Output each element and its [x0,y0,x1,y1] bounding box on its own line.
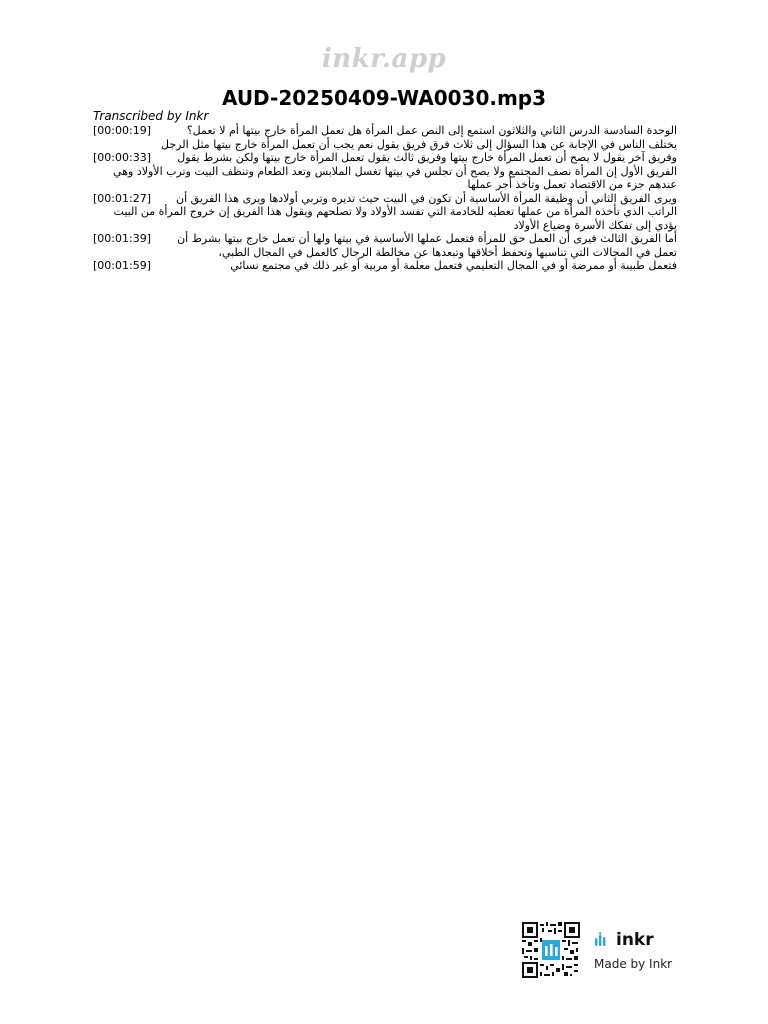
timestamp: [00:00:33] [93,151,151,164]
brand-name: inkr [616,930,654,950]
segment-text: ويرى الفريق الثاني أن وظيفة المرأة الأساسية أن تكون في البيت حيث تديره وتربي أولادها ويرى هذا الفريق أن الراتب الذي تأخذه المرأة من عملها تعطيه للخادمة التي تفسد الأولاد ولا تصلحهم ويقول هذا الفريق إن خروج المرأة من البيت يؤدي إلى تفكك الأسرة وضياع الأولاد [113,191,677,232]
segment-text: الوحدة السادسة الدرس الثاني والثلاثون استمع إلى النص عمل المرأة هل تعمل المرأة خارج بيتها أم لا تعمل؟ يختلف الناس في الإجابة عن هذا السؤال إلى ثلاث فرق فريق يقول نعم يجب أن تعمل المرأة خارج بيتها مثل الرجل [161,124,677,151]
segment-text: فتعمل طبيبة أو ممرضة أو في المجال التعليمي فتعمل معلمة أو مربية أو غير ذلك في مجتمع نسائي [230,259,677,272]
transcript-segment [93,259,677,273]
segment-text: وفريق آخر يقول لا يصح أن تعمل المرأة خارج بيتها وفريق ثالث يقول تعمل المرأة خارج بيتها ولكن بشرط يقول الفريق الأول إن المرأة نصف المجتمع ولا يصح أن تجلس في بيتها تغسل الملابس وتعد الطعام وتنظف البيت وترب الأولاد وهي عندهم جزء من الاقتصاد تعمل وتأخذ أجر عملها [113,151,677,191]
transcribed-by: Transcribed by Inkr [93,109,209,123]
transcript-segment [93,124,677,151]
timestamp: [00:01:39] [93,232,151,245]
inkr-logo-icon [594,932,612,948]
transcript-segment [93,192,677,233]
segment-text: أما الفريق الثالث فيرى أن العمل حق للمرأة فتعمل عملها الأساسية في بيتها ولها أن تعمل خارج بيتها بشرط أن تعمل في المجالات التي تناسبها وتحفظ أخلاقها وتبعدها عن مخالطة الرجال كالعمل في المجال الطبي، [177,232,677,259]
timestamp: [00:01:27] [93,191,151,205]
inkr-brand [594,930,654,950]
footer-branding [522,922,692,978]
timestamp: [00:01:59] [93,259,151,272]
qr-code-icon[interactable] [522,922,580,978]
timestamp: [00:00:19] [93,124,151,137]
transcript-segment [93,232,677,259]
watermark: inkr.app [321,44,447,74]
transcript-segment [93,151,677,192]
transcript [93,124,677,273]
made-by-inkr: Made by Inkr [594,957,673,971]
document-title: AUD-20250409-WA0030.mp3 [221,86,547,110]
